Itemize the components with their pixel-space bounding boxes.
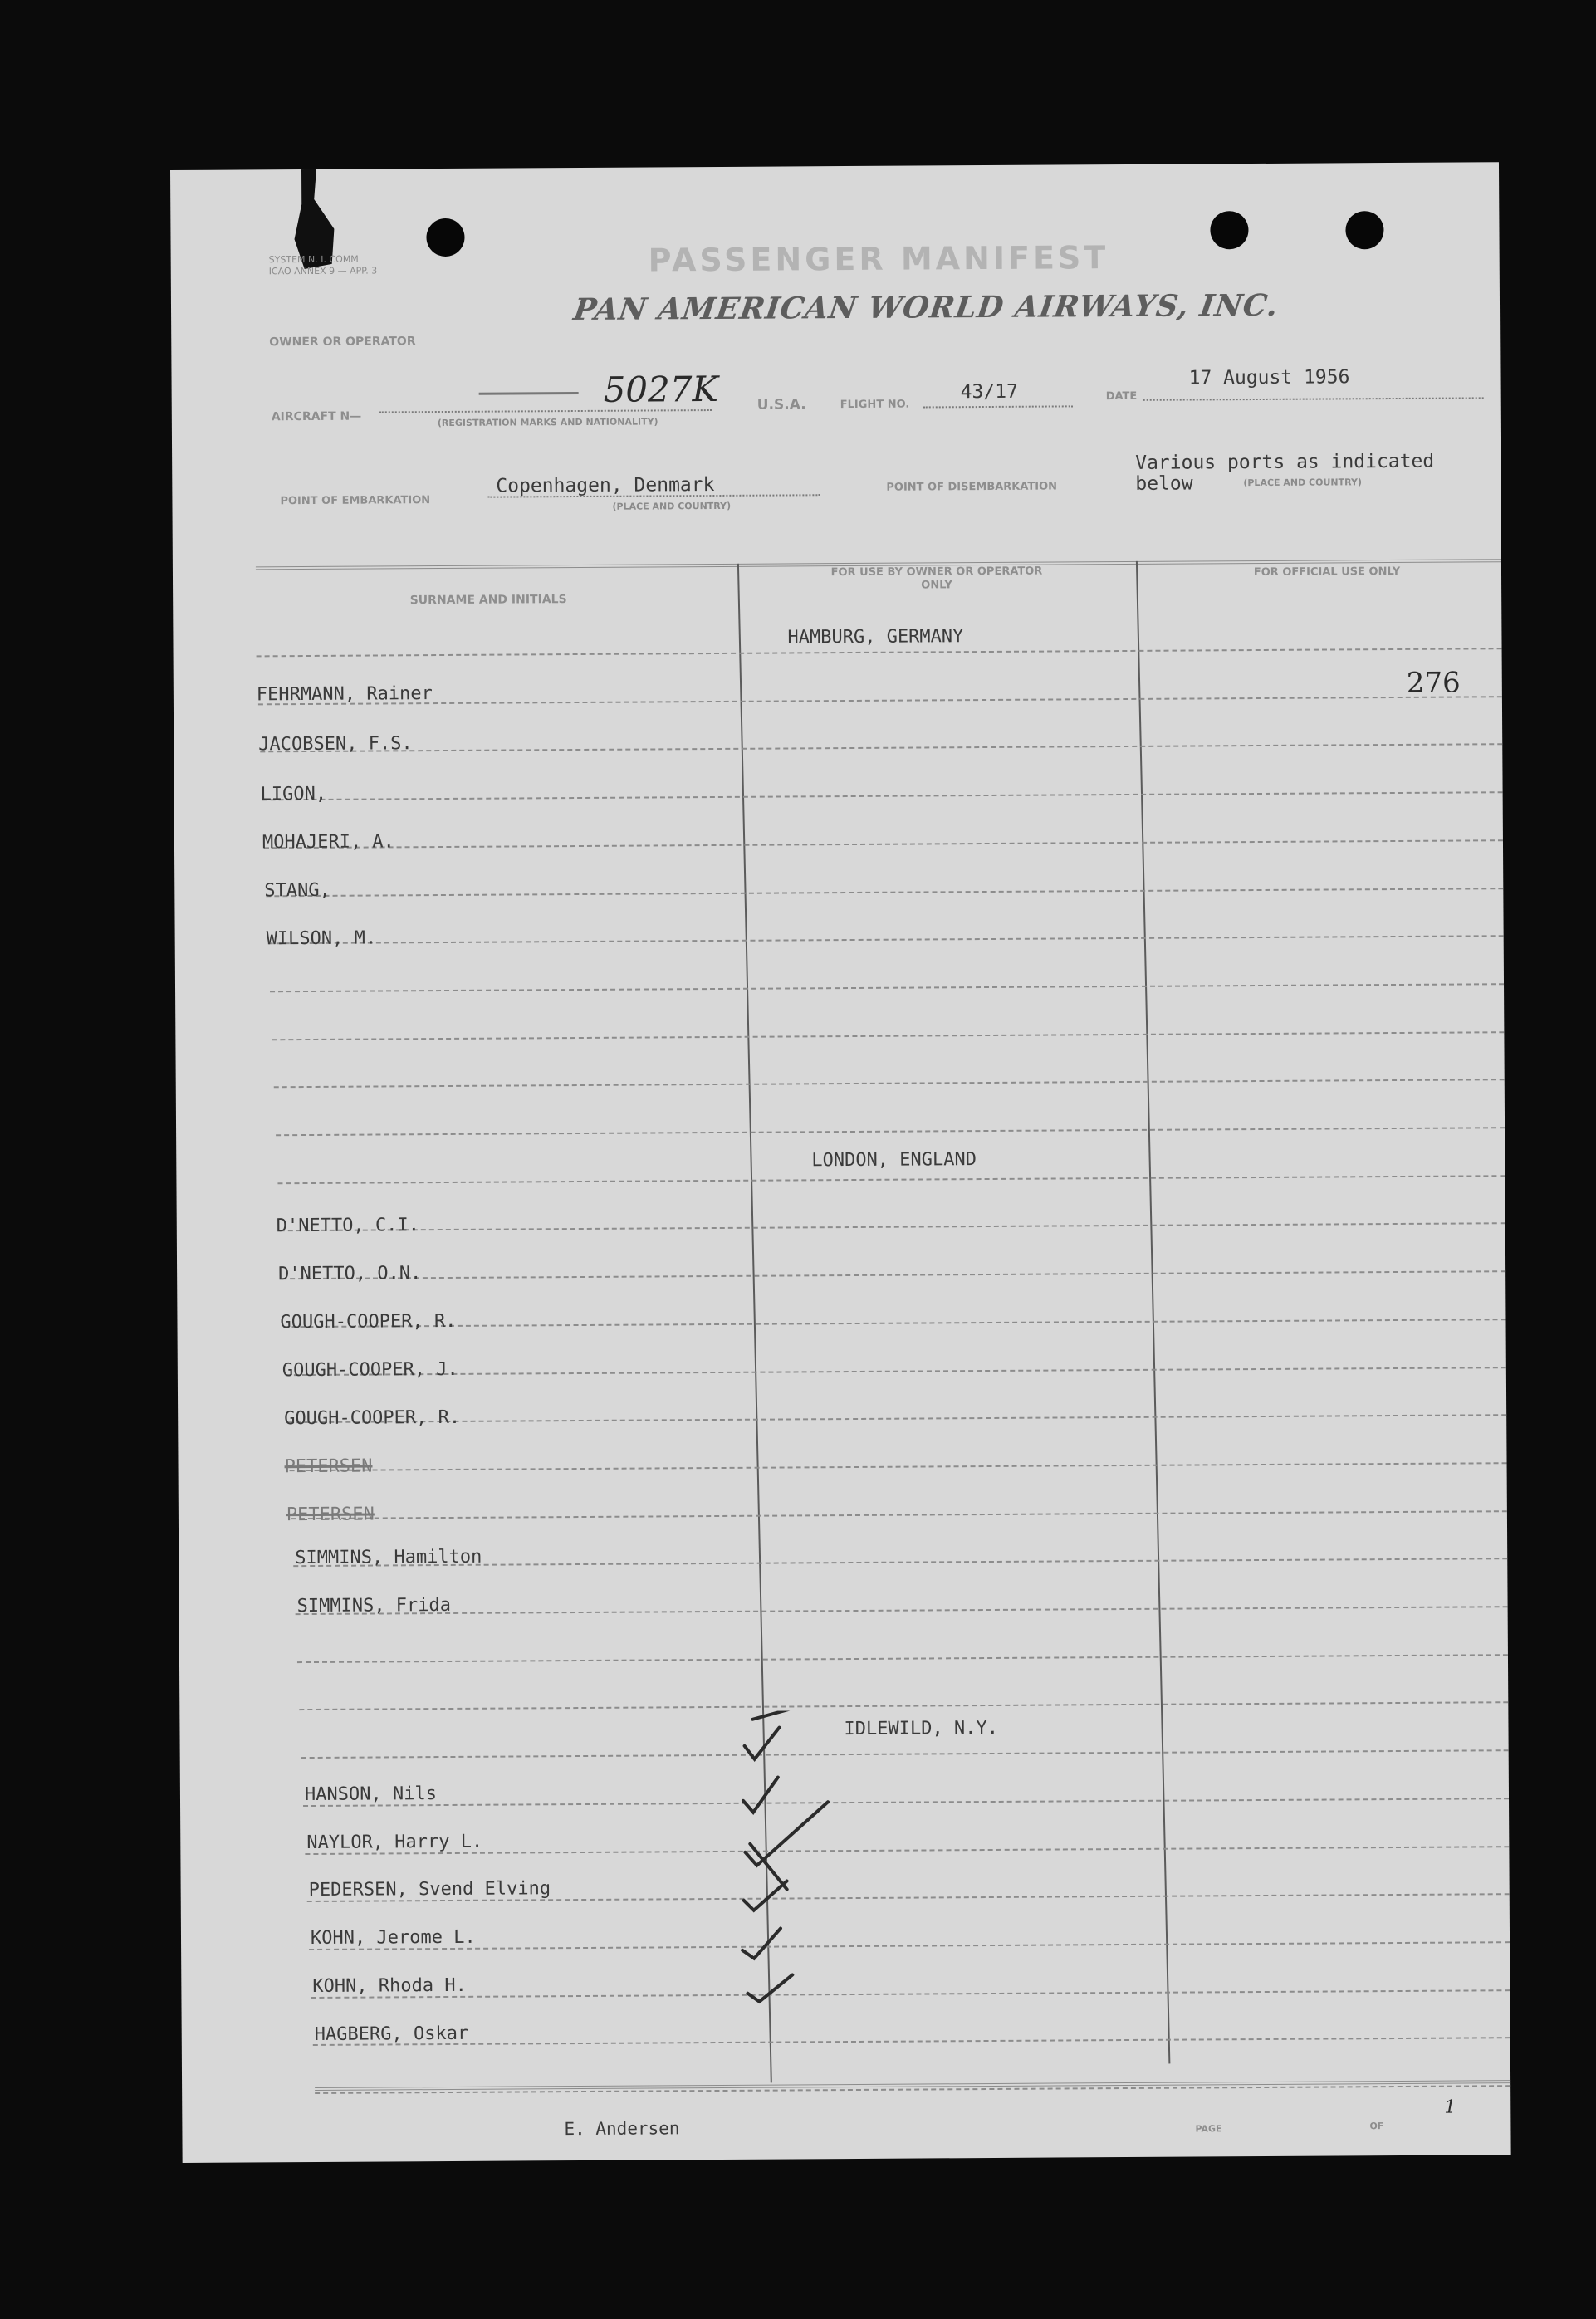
registration-caption: (REGISTRATION MARKS AND NATIONALITY) (437, 416, 658, 429)
row-rule (260, 744, 1502, 753)
row-rule (287, 1414, 1506, 1423)
passenger-name: GOUGH-COOPER, J. (282, 1358, 458, 1382)
column-divider-2 (1136, 561, 1170, 2064)
passenger-name: FEHRMANN, Rainer (256, 683, 433, 706)
punch-hole-right (1345, 211, 1383, 249)
date-label: DATE (1105, 389, 1138, 404)
manifest-title: PASSENGER MANIFEST (648, 239, 1109, 279)
passenger-name: MOHAJERI, A. (262, 831, 394, 854)
row-rule (282, 1270, 1505, 1279)
official-mark: 276 (1406, 666, 1461, 700)
punch-hole-middle (1210, 211, 1248, 249)
row-rule (305, 1846, 1509, 1855)
disembarkation-caption: (PLACE AND COUNTRY) (1243, 477, 1363, 489)
row-rule (266, 888, 1503, 897)
row-rule (290, 1462, 1507, 1471)
row-rule (311, 1989, 1510, 1999)
passenger-name: D'NETTO, C.I. (276, 1215, 420, 1237)
row-rule (299, 1702, 1508, 1711)
row-rule (277, 1175, 1505, 1184)
row-rule (270, 983, 1504, 992)
owner-label: OWNER OR OPERATOR (269, 335, 416, 350)
row-rule (309, 1941, 1510, 1950)
passenger-name-struck: PETERSEN (286, 1504, 375, 1526)
form-tag-line-1: SYSTEM N. I. COMM (268, 253, 359, 266)
row-rule (291, 1510, 1507, 1519)
row-rule (272, 1031, 1504, 1040)
passenger-name-struck: PETERSEN (284, 1455, 373, 1478)
passenger-name: LIGON, (260, 783, 327, 805)
disembarkation-value-2: below (1135, 472, 1193, 495)
row-rule (301, 1749, 1509, 1759)
destination-hamburg: HAMBURG, GERMANY (787, 626, 964, 648)
passenger-name: STANG, (264, 879, 330, 902)
aircraft-number: 5027K (603, 368, 719, 410)
aircraft-label: AIRCRAFT N— (271, 409, 362, 424)
check-mark-icon (743, 1778, 778, 1813)
check-mark-icon (745, 1802, 828, 1866)
row-rule (313, 2037, 1510, 2046)
check-mark-icon (750, 1844, 786, 1890)
passenger-name: GOUGH-COOPER, R. (280, 1310, 457, 1333)
date-underline (1143, 397, 1484, 401)
disembarkation-label: POINT OF DISEMBARKATION (886, 480, 1058, 494)
check-marks (727, 1710, 862, 2010)
page-total: 1 (1444, 2096, 1456, 2118)
struck-out-registration (479, 392, 579, 395)
punch-hole-left (426, 218, 464, 257)
airline-name: PAN AMERICAN WORLD AIRWAYS, INC. (571, 287, 1281, 328)
row-rule (264, 839, 1503, 849)
passenger-name: JACOBSEN, F.S. (258, 733, 413, 756)
row-rule (280, 1223, 1505, 1232)
manifest-sheet (170, 162, 1511, 2163)
row-rule (258, 696, 1502, 705)
page-label: PAGE (1195, 2123, 1222, 2135)
check-mark-icon (742, 1929, 781, 1959)
nationality: U.S.A. (756, 396, 806, 413)
passenger-name: SIMMINS, Frida (296, 1594, 452, 1617)
bracket-icon (752, 1710, 790, 1720)
passenger-name: HAGBERG, Oskar (314, 2023, 469, 2045)
row-rule (286, 1367, 1506, 1376)
check-mark-icon (744, 1728, 779, 1759)
destination-london: LONDON, ENGLAND (811, 1149, 977, 1172)
flight-label: FLIGHT NO. (840, 398, 910, 412)
row-rule (262, 791, 1503, 800)
row-rule (257, 648, 1502, 657)
passenger-name: SIMMINS, Hamilton (295, 1546, 482, 1569)
disembarkation-value-1: Various ports as indicated (1135, 450, 1435, 474)
aircraft-underline (379, 409, 712, 413)
date-value: 17 August 1956 (1188, 366, 1350, 389)
row-rules (170, 162, 1499, 170)
form-tag-line-2: ICAO ANNEX 9 — APP. 3 (268, 265, 378, 277)
row-rule (296, 1606, 1508, 1615)
passenger-name: PEDERSEN, Svend Elving (308, 1878, 551, 1901)
flight-number: 43/17 (960, 380, 1018, 404)
column-header-official: FOR OFFICIAL USE ONLY (1253, 565, 1401, 580)
of-label: OF (1369, 2121, 1384, 2132)
embarkation-value: Copenhagen, Denmark (496, 474, 715, 497)
passenger-name: GOUGH-COOPER, R. (284, 1407, 461, 1430)
passenger-name: NAYLOR, Harry L. (306, 1831, 483, 1854)
passenger-name: KOHN, Jerome L. (310, 1926, 476, 1950)
column-header-owner: FOR USE BY OWNER OR OPERATOR ONLY (830, 565, 1043, 592)
passenger-name: HANSON, Nils (304, 1783, 437, 1806)
row-rule (276, 1127, 1505, 1136)
column-header-surname: SURNAME AND INITIALS (409, 593, 567, 608)
destination-idlewild: IDLEWILD, N.Y. (844, 1717, 998, 1740)
flight-underline (923, 405, 1073, 408)
row-rule (297, 1654, 1508, 1663)
check-mark-icon (747, 1974, 792, 2001)
place-caption: (PLACE AND COUNTRY) (612, 500, 732, 512)
passenger-name: KOHN, Rhoda H. (312, 1974, 467, 1997)
check-mark-icon (744, 1881, 787, 1910)
row-rule (284, 1319, 1506, 1328)
embarkation-label: POINT OF EMBARKATION (280, 494, 431, 508)
signature-name: E. Andersen (564, 2118, 680, 2140)
passenger-name: D'NETTO, O.N. (278, 1263, 422, 1285)
passenger-name: WILSON, M. (266, 927, 377, 950)
row-rule (274, 1079, 1505, 1089)
row-rule (303, 1798, 1509, 1807)
row-rule (268, 935, 1504, 944)
